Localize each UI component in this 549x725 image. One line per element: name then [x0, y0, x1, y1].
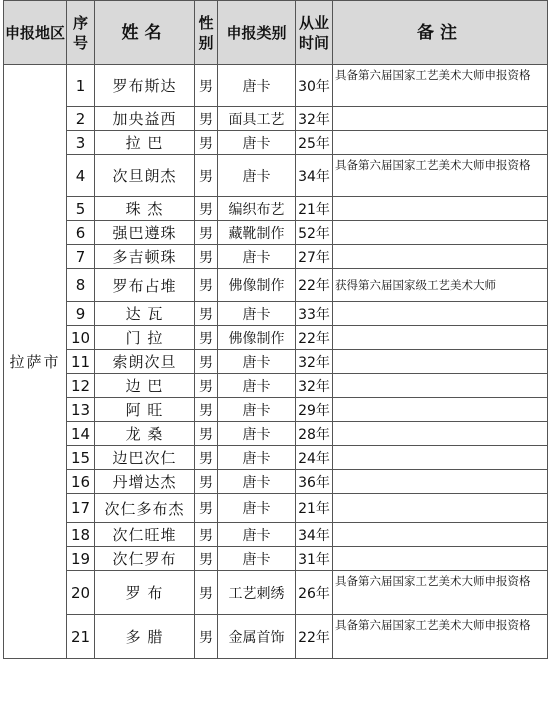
- years-cell: 32年: [296, 107, 333, 131]
- gender-cell: 男: [195, 350, 218, 374]
- category-cell: 唐卡: [218, 398, 296, 422]
- years-cell: 22年: [296, 615, 333, 659]
- gender-cell: 男: [195, 65, 218, 107]
- gender-cell: 男: [195, 547, 218, 571]
- years-cell: 34年: [296, 523, 333, 547]
- category-cell: 金属首饰: [218, 615, 296, 659]
- no-cell: 8: [67, 269, 95, 302]
- category-cell: 唐卡: [218, 374, 296, 398]
- note-cell: [333, 107, 548, 131]
- table-row: [4, 221, 548, 245]
- table-row: [4, 197, 548, 221]
- name-cell: 次旦朗杰: [95, 155, 195, 197]
- note-cell: 获得第六届国家级工艺美术大师: [333, 269, 548, 302]
- no-cell: 13: [67, 398, 95, 422]
- name-cell: 罗布斯达: [95, 65, 195, 107]
- years-cell: 24年: [296, 446, 333, 470]
- years-cell: 32年: [296, 350, 333, 374]
- table-row: [4, 302, 548, 326]
- gender-cell: 男: [195, 422, 218, 446]
- name-cell: 边 巴: [95, 374, 195, 398]
- note-cell: [333, 398, 548, 422]
- name-cell: 边巴次仁: [95, 446, 195, 470]
- header-no: 序号: [67, 1, 95, 65]
- name-cell: 罗 布: [95, 571, 195, 615]
- note-cell: [333, 374, 548, 398]
- header-years: 从业时间: [296, 1, 333, 65]
- no-cell: 14: [67, 422, 95, 446]
- table-row: [4, 326, 548, 350]
- years-cell: 34年: [296, 155, 333, 197]
- gender-cell: 男: [195, 571, 218, 615]
- category-cell: 唐卡: [218, 547, 296, 571]
- gender-cell: 男: [195, 615, 218, 659]
- note-cell: [333, 350, 548, 374]
- category-cell: 面具工艺: [218, 107, 296, 131]
- gender-cell: 男: [195, 494, 218, 523]
- years-cell: 32年: [296, 374, 333, 398]
- years-cell: 21年: [296, 494, 333, 523]
- category-cell: 唐卡: [218, 155, 296, 197]
- table-row: [4, 107, 548, 131]
- note-cell: [333, 470, 548, 494]
- gender-cell: 男: [195, 470, 218, 494]
- years-cell: 30年: [296, 65, 333, 107]
- name-cell: 龙 桑: [95, 422, 195, 446]
- note-cell: [333, 446, 548, 470]
- years-cell: 27年: [296, 245, 333, 269]
- table-row: [4, 155, 548, 197]
- note-cell: 具备第六届国家工艺美术大师申报资格: [333, 65, 548, 107]
- note-cell: 具备第六届国家工艺美术大师申报资格: [333, 571, 548, 615]
- name-cell: 丹增达杰: [95, 470, 195, 494]
- header-gender: 性别: [195, 1, 218, 65]
- category-cell: 唐卡: [218, 131, 296, 155]
- table-row: [4, 547, 548, 571]
- table-row: [4, 398, 548, 422]
- no-cell: 12: [67, 374, 95, 398]
- gender-cell: 男: [195, 446, 218, 470]
- name-cell: 门 拉: [95, 326, 195, 350]
- note-cell: [333, 221, 548, 245]
- no-cell: 10: [67, 326, 95, 350]
- no-cell: 21: [67, 615, 95, 659]
- category-cell: 编织布艺: [218, 197, 296, 221]
- table-row: [4, 446, 548, 470]
- gender-cell: 男: [195, 523, 218, 547]
- no-cell: 5: [67, 197, 95, 221]
- category-cell: 佛像制作: [218, 269, 296, 302]
- note-cell: 具备第六届国家工艺美术大师申报资格: [333, 155, 548, 197]
- table-row: [4, 571, 548, 615]
- note-cell: [333, 302, 548, 326]
- name-cell: 珠 杰: [95, 197, 195, 221]
- no-cell: 7: [67, 245, 95, 269]
- gender-cell: 男: [195, 326, 218, 350]
- table-row: [4, 470, 548, 494]
- category-cell: 唐卡: [218, 302, 296, 326]
- no-cell: 1: [67, 65, 95, 107]
- years-cell: 29年: [296, 398, 333, 422]
- name-cell: 加央益西: [95, 107, 195, 131]
- no-cell: 9: [67, 302, 95, 326]
- header-category: 申报类别: [218, 1, 296, 65]
- name-cell: 强巴遵珠: [95, 221, 195, 245]
- gender-cell: 男: [195, 131, 218, 155]
- no-cell: 11: [67, 350, 95, 374]
- name-cell: 罗布占堆: [95, 269, 195, 302]
- gender-cell: 男: [195, 107, 218, 131]
- gender-cell: 男: [195, 197, 218, 221]
- table-row: [4, 374, 548, 398]
- table-row: [4, 245, 548, 269]
- category-cell: 唐卡: [218, 350, 296, 374]
- table-row: [4, 65, 548, 107]
- years-cell: 26年: [296, 571, 333, 615]
- name-cell: 次仁多布杰: [95, 494, 195, 523]
- category-cell: 唐卡: [218, 65, 296, 107]
- gender-cell: 男: [195, 398, 218, 422]
- category-cell: 唐卡: [218, 422, 296, 446]
- name-cell: 多吉顿珠: [95, 245, 195, 269]
- category-cell: 唐卡: [218, 523, 296, 547]
- category-cell: 佛像制作: [218, 326, 296, 350]
- note-cell: [333, 245, 548, 269]
- years-cell: 52年: [296, 221, 333, 245]
- no-cell: 19: [67, 547, 95, 571]
- years-cell: 21年: [296, 197, 333, 221]
- name-cell: 达 瓦: [95, 302, 195, 326]
- no-cell: 2: [67, 107, 95, 131]
- applicant-table: [3, 0, 548, 659]
- name-cell: 拉 巴: [95, 131, 195, 155]
- no-cell: 18: [67, 523, 95, 547]
- header-note: 备注: [333, 1, 548, 65]
- table-row: [4, 422, 548, 446]
- gender-cell: 男: [195, 221, 218, 245]
- no-cell: 6: [67, 221, 95, 245]
- note-cell: [333, 547, 548, 571]
- note-cell: [333, 197, 548, 221]
- years-cell: 28年: [296, 422, 333, 446]
- region-cell: 拉萨市: [4, 65, 67, 659]
- category-cell: 工艺刺绣: [218, 571, 296, 615]
- years-cell: 22年: [296, 269, 333, 302]
- name-cell: 次仁罗布: [95, 547, 195, 571]
- note-cell: [333, 326, 548, 350]
- table-row: [4, 131, 548, 155]
- gender-cell: 男: [195, 245, 218, 269]
- gender-cell: 男: [195, 155, 218, 197]
- table-row: [4, 350, 548, 374]
- note-cell: [333, 494, 548, 523]
- note-cell: 具备第六届国家工艺美术大师申报资格: [333, 615, 548, 659]
- note-cell: [333, 422, 548, 446]
- table-row: [4, 269, 548, 302]
- no-cell: 3: [67, 131, 95, 155]
- note-cell: [333, 523, 548, 547]
- name-cell: 阿 旺: [95, 398, 195, 422]
- years-cell: 25年: [296, 131, 333, 155]
- category-cell: 唐卡: [218, 470, 296, 494]
- header-name: 姓名: [95, 1, 195, 65]
- category-cell: 唐卡: [218, 494, 296, 523]
- note-cell: [333, 131, 548, 155]
- no-cell: 17: [67, 494, 95, 523]
- no-cell: 15: [67, 446, 95, 470]
- table-row: [4, 494, 548, 523]
- category-cell: 唐卡: [218, 245, 296, 269]
- gender-cell: 男: [195, 374, 218, 398]
- category-cell: 唐卡: [218, 446, 296, 470]
- years-cell: 33年: [296, 302, 333, 326]
- name-cell: 多 腊: [95, 615, 195, 659]
- no-cell: 16: [67, 470, 95, 494]
- name-cell: 索朗次旦: [95, 350, 195, 374]
- years-cell: 31年: [296, 547, 333, 571]
- years-cell: 22年: [296, 326, 333, 350]
- header-row: [4, 1, 548, 65]
- header-region: 申报地区: [4, 1, 67, 65]
- no-cell: 4: [67, 155, 95, 197]
- table-row: [4, 615, 548, 659]
- table-row: [4, 523, 548, 547]
- years-cell: 36年: [296, 470, 333, 494]
- name-cell: 次仁旺堆: [95, 523, 195, 547]
- category-cell: 藏靴制作: [218, 221, 296, 245]
- gender-cell: 男: [195, 302, 218, 326]
- gender-cell: 男: [195, 269, 218, 302]
- no-cell: 20: [67, 571, 95, 615]
